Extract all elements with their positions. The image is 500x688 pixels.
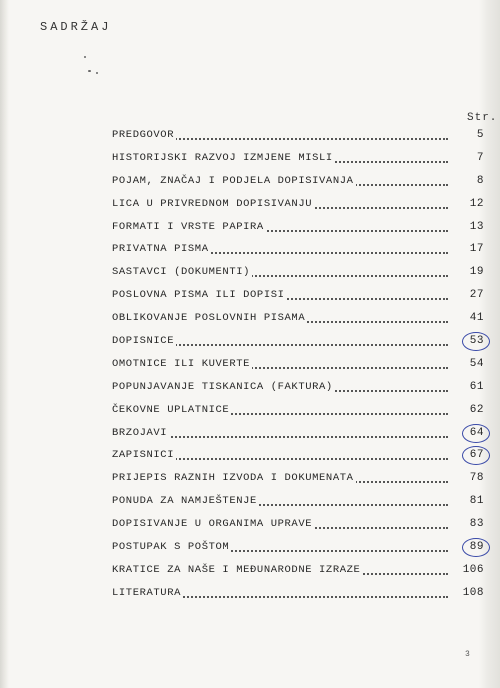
- toc-entry: [112, 261, 484, 284]
- toc-entry-title: SASTAVCI (DOKUMENTI): [112, 261, 252, 284]
- toc-entry: [112, 238, 484, 261]
- toc-entry-title: BRZOJAVI: [112, 422, 169, 445]
- toc-entry: [112, 284, 484, 307]
- toc-entry: [112, 353, 484, 376]
- toc-entry-title: POSLOVNA PISMA ILI DOPISI: [112, 284, 287, 307]
- toc-entry-title: PRIJEPIS RAZNIH IZVODA I DOKUMENATA: [112, 467, 356, 490]
- toc-entry-title: LITERATURA: [112, 582, 183, 605]
- toc-entry-title: KRATICE ZA NAŠE I MEĐUNARODNE IZRAZE: [112, 559, 362, 582]
- toc-entry-page: 83: [469, 518, 484, 531]
- toc-entry-page-circled: 53: [454, 330, 484, 353]
- paper-speck: [88, 70, 91, 72]
- toc-entry-title: DOPISIVANJE U ORGANIMA UPRAVE: [112, 513, 314, 536]
- page-left-edge: [0, 0, 9, 688]
- toc-entry-title: DOPISNICE: [112, 330, 176, 353]
- toc-entry: [112, 330, 484, 353]
- toc-entry-page: 106: [462, 563, 484, 576]
- toc-entry-page: 54: [469, 357, 484, 370]
- toc-entry-page: 17: [469, 243, 484, 256]
- toc-entry-page-circled: 67: [454, 444, 484, 467]
- toc-entry: [112, 467, 484, 490]
- toc-entry-title: PREDGOVOR: [112, 124, 176, 147]
- toc-entry-page-circled: 64: [454, 422, 484, 445]
- toc-entry: [112, 444, 484, 467]
- toc-entry-title: PRIVATNA PISMA: [112, 238, 211, 261]
- toc-entry: [112, 536, 484, 559]
- toc-entry: [112, 490, 484, 513]
- toc-entry-page: 62: [469, 403, 484, 416]
- toc-entry-page: 5: [476, 129, 484, 141]
- toc-entry-page-circled: 89: [454, 536, 484, 559]
- toc-entry-page: 41: [469, 312, 484, 325]
- toc-entry-page: 61: [469, 380, 484, 393]
- toc-entry-page: 12: [469, 197, 484, 210]
- contents-heading: SADRŽAJ: [40, 20, 112, 34]
- paper-speck: [96, 72, 98, 74]
- toc-entry-title: ČEKOVNE UPLATNICE: [112, 399, 231, 422]
- toc-entry-title: OBLIKOVANJE POSLOVNIH PISAMA: [112, 307, 307, 330]
- toc-entry-page: 13: [469, 220, 484, 233]
- toc-entry-title: LICA U PRIVREDNOM DOPISIVANJU: [112, 193, 314, 216]
- toc-entry-title: ZAPISNICI: [112, 444, 176, 467]
- toc-entry-title: OMOTNICE ILI KUVERTE: [112, 353, 252, 376]
- toc-entry-title: POJAM, ZNAČAJ I PODJELA DOPISIVANJA: [112, 170, 356, 193]
- toc-entry: [112, 124, 484, 147]
- toc-entry-page: 108: [462, 586, 484, 599]
- toc-entry: [112, 216, 484, 239]
- toc-entry-page: 81: [469, 495, 484, 508]
- toc-entry-title: POSTUPAK S POŠTOM: [112, 536, 231, 559]
- toc-entry: [112, 513, 484, 536]
- toc-entry: [112, 376, 484, 399]
- toc-entry-title: PONUDA ZA NAMJEŠTENJE: [112, 490, 259, 513]
- toc-entry: [112, 193, 484, 216]
- toc-entry-page: 8: [476, 174, 484, 187]
- toc-entry-title: FORMATI I VRSTE PAPIRA: [112, 216, 266, 239]
- toc-entry: [112, 582, 484, 605]
- toc-entry-page: 7: [476, 151, 484, 164]
- toc-entry-page: 78: [469, 472, 484, 485]
- toc-entry-title: POPUNJAVANJE TISKANICA (FAKTURA): [112, 376, 335, 399]
- toc-entry-title: HISTORIJSKI RAZVOJ IZMJENE MISLI: [112, 147, 335, 170]
- page-column-header: Str.: [467, 112, 498, 124]
- toc-entry-page: 19: [469, 266, 484, 279]
- toc-entry: [112, 147, 484, 170]
- toc-entry: [112, 307, 484, 330]
- toc-entry: [112, 399, 484, 422]
- toc-entry-page: 27: [469, 289, 484, 302]
- page-number: 3: [465, 650, 470, 659]
- paper-speck: [84, 56, 86, 58]
- table-of-contents: [112, 124, 484, 605]
- toc-entry: [112, 559, 484, 582]
- toc-entry: [112, 170, 484, 193]
- toc-entry: [112, 422, 484, 445]
